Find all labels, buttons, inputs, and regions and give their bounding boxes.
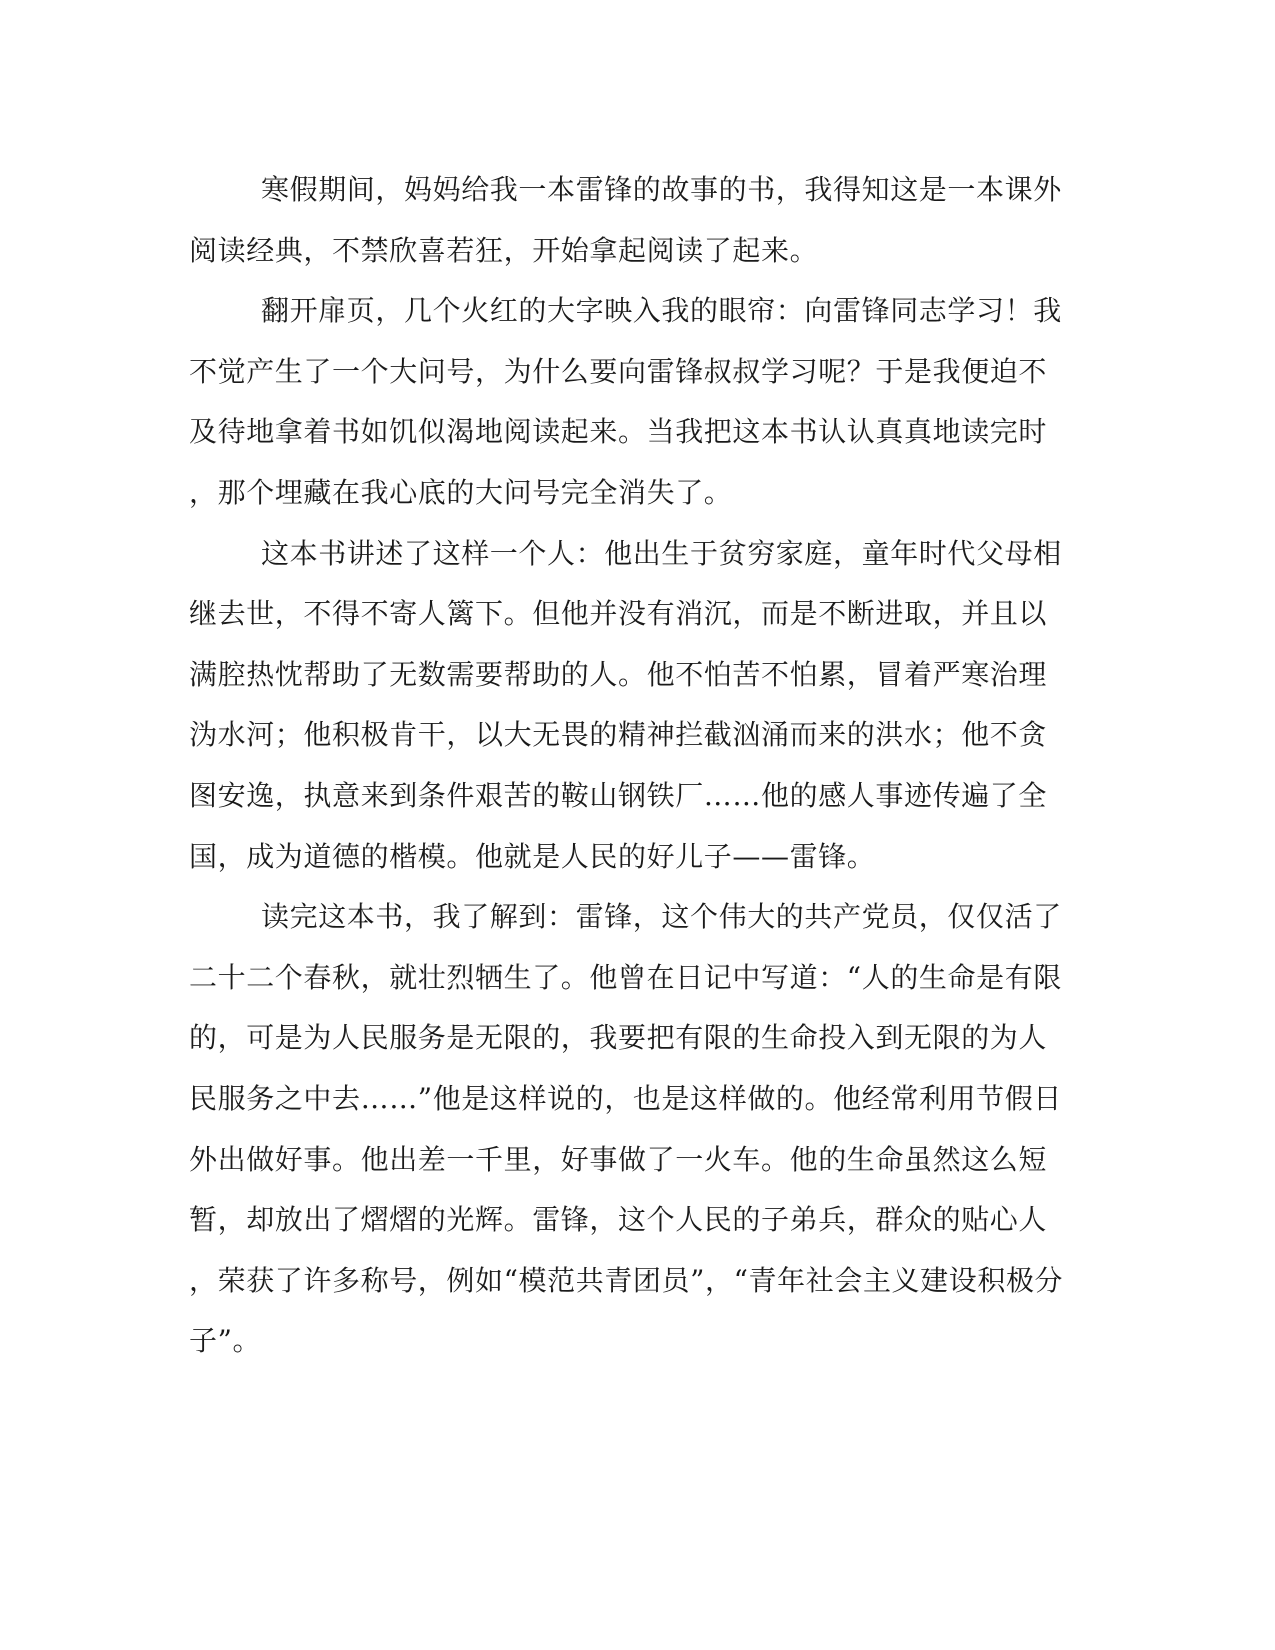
paragraph-line: 沩水河；他积极肯干，以大无畏的精神拦截汹涌而来的洪水；他不贪 — [189, 718, 1048, 752]
paragraph-line: 寒假期间，妈妈给我一本雷锋的故事的书，我得知这是一本课外 — [261, 173, 1062, 206]
paragraph-line: 阅读经典，不禁欣喜若狂，开始拿起阅读了起来。 — [189, 233, 819, 267]
paragraph-line: 的，可是为人民服务是无限的，我要把有限的生命投入到无限的为人 — [189, 1021, 1048, 1055]
paragraph-line: 翻开扉页，几个火红的大字映入我的眼帘：向雷锋同志学习！我 — [261, 294, 1062, 328]
paragraph-line: 继去世，不得不寄人篱下。但他并没有消沉，而是不断进取，并且以 — [189, 597, 1048, 631]
paragraph-3 — [189, 524, 1069, 888]
paragraph-line: 子”。 — [189, 1324, 262, 1358]
paragraph-line: 满腔热忱帮助了无数需要帮助的人。他不怕苦不怕累，冒着严寒治理 — [189, 657, 1048, 691]
paragraph-line: 图安逸，执意来到条件艰苦的鞍山钢铁厂……他的感人事迹传遍了全 — [189, 778, 1048, 812]
paragraph-line: ，那个埋藏在我心底的大问号完全消失了。 — [189, 475, 733, 509]
paragraph-line: 二十二个春秋，就壮烈牺生了。他曾在日记中写道：“人的生命是有限 — [189, 960, 1062, 994]
paragraph-2 — [189, 281, 1069, 523]
paragraph-line: 这本书讲述了这样一个人：他出生于贫穷家庭，童年时代父母相 — [261, 536, 1062, 570]
paragraph-line: 国，成为道德的楷模。他就是人民的好儿子——雷锋。 — [189, 839, 876, 873]
paragraph-line: 不觉产生了一个大问号，为什么要向雷锋叔叔学习呢？于是我便迫不 — [189, 354, 1048, 388]
paragraph-line: 暂，却放出了熠熠的光辉。雷锋，这个人民的子弟兵，群众的贴心人 — [189, 1203, 1048, 1237]
paragraph-line: ，荣获了许多称号，例如“模范共青团员”，“青年社会主义建设积极分 — [189, 1263, 1064, 1297]
paragraph-line: 外出做好事。他出差一千里，好事做了一火车。他的生命虽然这么短 — [189, 1142, 1048, 1176]
paragraph-line: 民服务之中去……”他是这样说的，也是这样做的。他经常利用节假日 — [189, 1081, 1062, 1115]
paragraph-line: 读完这本书，我了解到：雷锋，这个伟大的共产党员，仅仅活了 — [261, 900, 1062, 934]
paragraph-4 — [189, 887, 1069, 1372]
document-body — [189, 160, 1069, 1372]
paragraph-line: 及待地拿着书如饥似渴地阅读起来。当我把这本书认认真真地读完时 — [189, 415, 1048, 449]
paragraph-1 — [189, 160, 1069, 281]
